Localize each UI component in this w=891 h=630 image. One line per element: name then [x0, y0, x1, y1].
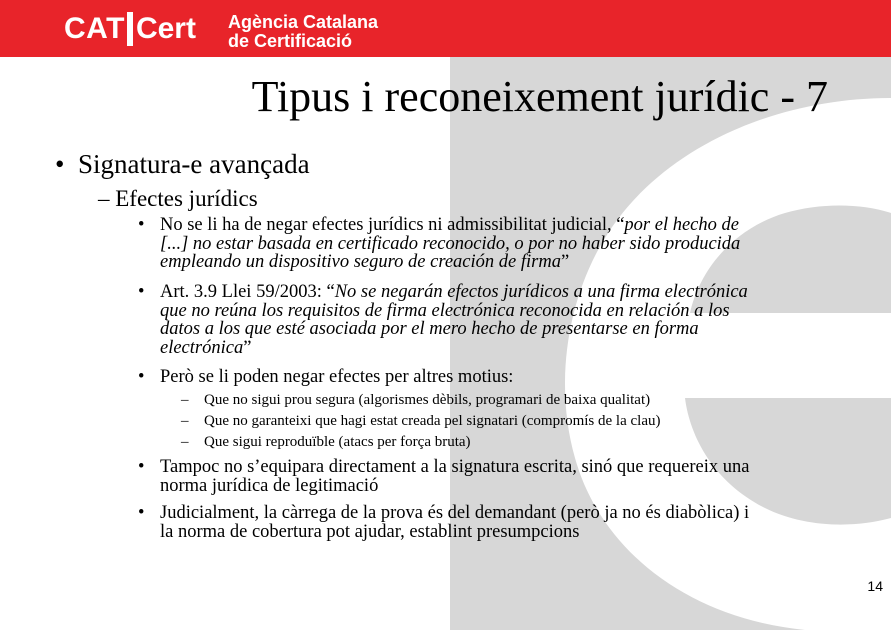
text: Art. 3.9 Llei 59/2003: “ [160, 282, 335, 302]
sub-dash: – [181, 434, 189, 450]
text: Tampoc no s’equipara directament a la signatura escrita, sinó que requereix una [160, 457, 750, 477]
sub-item-segura [181, 390, 651, 411]
background-e-graphic [475, 88, 891, 630]
level1-item [55, 148, 310, 180]
level2-dash: – [98, 186, 110, 211]
text: Judicialment, la càrrega de la prova és del demandant (però ja no és diabòlica) i [160, 503, 750, 523]
text: ” [243, 337, 252, 358]
text: norma jurídica de legitimació [160, 475, 379, 496]
quote-text: electrónica [160, 337, 244, 358]
text: Que sigui reproduïble (atacs per força bruta) [204, 434, 471, 450]
sub-dash: – [181, 392, 189, 408]
bullet-judicialment [138, 503, 750, 542]
bullet-altres-motius [138, 367, 514, 387]
org-line-2: de Certificació [228, 31, 353, 51]
page-number: 14 [867, 578, 883, 594]
sub-dash: – [181, 413, 189, 429]
slide-title: Tipus i reconeixement jurídic - 7 [251, 72, 828, 121]
bullet-no-negar [138, 215, 741, 272]
logo-separator [127, 12, 133, 46]
text: ” [560, 252, 570, 272]
level1-bullet: • [55, 149, 65, 179]
bullet-dot: • [138, 215, 145, 235]
sub-item-creada [181, 411, 661, 432]
quote-text: [...] no estar basada en certificado reconocido, o por no haber sido producida [160, 233, 741, 254]
text: la norma de cobertura pot ajudar, establint presumpcions [160, 521, 580, 542]
text: Que no garanteixi que hagi estat creada pel signatari (compromís de la clau) [204, 413, 661, 429]
organization-name [228, 13, 378, 51]
level1-text: Signatura-e avançada [77, 149, 310, 179]
level2-item [98, 185, 258, 213]
text: Que no sigui prou segura (algorismes dèbils, programari de baixa qualitat) [204, 392, 651, 408]
bullet-art-3-9 [138, 282, 748, 358]
text: No se li ha de negar efectes jurídics ni admissibilitat judicial, “ [160, 215, 625, 235]
org-line-1: Agència Catalana [228, 12, 379, 32]
level2-text: Efectes jurídics [115, 186, 258, 211]
bullet-dot: • [138, 503, 145, 523]
text: Però se li poden negar efectes per altres motius: [160, 367, 514, 387]
bullet-dot: • [138, 457, 145, 477]
logo-text-cat: CAT [64, 12, 125, 45]
quote-text: por el hecho de [624, 215, 739, 235]
bullet-dot: • [138, 367, 145, 387]
logo-text-cert: Cert [135, 12, 196, 45]
catcert-logo [64, 12, 196, 46]
quote-text: que no reúna los requisitos de firma electrónica reconocida en relación a los [160, 300, 730, 321]
bullet-tampoc [138, 457, 750, 496]
header-bar [0, 0, 891, 57]
quote-text: empleando un dispositivo seguro de creación de firma [160, 252, 561, 272]
bullet-dot: • [138, 282, 145, 302]
quote-text: datos a los que esté asociada por el mero hecho de presentarse en forma [160, 319, 699, 339]
quote-text: No se negarán efectos jurídicos a una firma electrónica [334, 282, 748, 302]
sub-item-reproduible [181, 432, 471, 453]
